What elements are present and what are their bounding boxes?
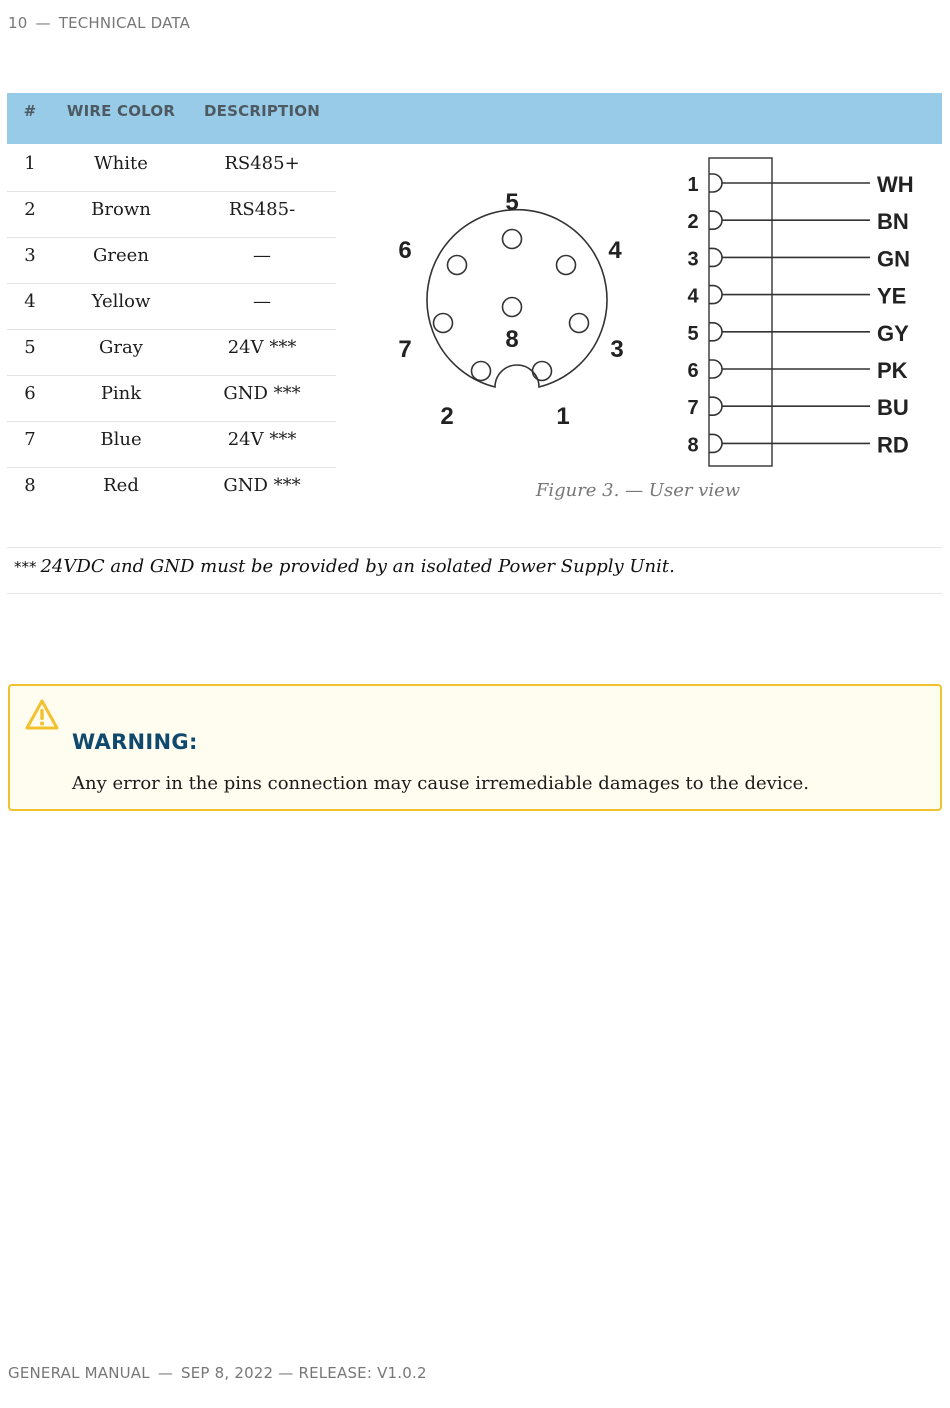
socket-contact <box>709 211 722 229</box>
cell-wire-color: Brown <box>91 199 151 220</box>
page-header <box>8 14 190 32</box>
cell-number: 8 <box>24 475 36 496</box>
cell-description: — <box>253 291 271 312</box>
wire-row <box>687 358 907 383</box>
wire-color-code: RD <box>877 432 909 458</box>
cell-wire-color: Gray <box>99 337 143 358</box>
column-header-number: # <box>23 102 37 120</box>
wire-row <box>687 395 908 420</box>
cell-description: — <box>253 245 271 266</box>
warning-text: Any error in the pins connection may cause irremediable damages to the device. <box>72 773 810 794</box>
connector-face <box>427 210 607 387</box>
wire-pin-number: 7 <box>687 397 699 420</box>
wire-row <box>687 432 908 457</box>
table-row <box>7 421 336 468</box>
wire-color-code: PK <box>877 358 908 383</box>
figure-caption: Figure 3. — User view <box>535 480 741 501</box>
footer-separator: — <box>157 1364 174 1382</box>
pin-hole-4 <box>557 256 576 275</box>
cell-description: 24V *** <box>227 429 297 450</box>
footnote-text-line <box>14 556 675 577</box>
pin-hole-5 <box>503 230 522 249</box>
table-row <box>7 375 336 422</box>
socket-contact <box>709 286 722 304</box>
pin-label-2: 2 <box>440 403 454 430</box>
pin-label-1: 1 <box>556 403 570 430</box>
pin-label-8: 8 <box>505 326 519 353</box>
wire-row <box>687 321 909 346</box>
cell-number: 4 <box>24 291 36 312</box>
pin-label-7: 7 <box>398 336 412 363</box>
wire-rows <box>687 172 913 457</box>
wire-color-code: GN <box>877 246 910 272</box>
cell-number: 5 <box>24 337 36 358</box>
table-row <box>7 145 336 192</box>
warning-triangle-icon <box>24 698 60 732</box>
wire-block <box>709 158 772 466</box>
table-row <box>7 237 336 284</box>
cell-number: 1 <box>24 153 36 174</box>
column-header-wire-color: WIRE COLOR <box>66 102 176 120</box>
wire-color-code: BU <box>877 395 909 421</box>
header-separator: — <box>35 14 51 32</box>
warning-title: WARNING: <box>72 730 198 754</box>
footnote <box>7 547 942 594</box>
wire-row <box>687 209 908 234</box>
cell-wire-color: Pink <box>100 383 142 404</box>
footer-manual-name: GENERAL MANUAL <box>8 1364 150 1382</box>
socket-contact <box>709 248 722 266</box>
wire-row <box>687 246 910 271</box>
table-row <box>7 467 336 513</box>
connector-pin-labels <box>398 189 623 430</box>
footnote-text: 24VDC and GND must be provided by an isolated Power Supply Unit. <box>40 556 675 577</box>
socket-contact <box>709 323 722 341</box>
page-footer <box>8 1364 427 1382</box>
wire-pin-number: 4 <box>687 285 699 308</box>
cell-description: GND *** <box>223 383 301 404</box>
pin-hole-3 <box>570 314 589 333</box>
warning-box <box>8 684 942 811</box>
pin-hole-2 <box>472 362 491 381</box>
cell-wire-color: Green <box>93 245 149 266</box>
cell-description: RS485- <box>228 199 296 220</box>
socket-contact <box>709 174 722 192</box>
wire-pin-number: 5 <box>687 322 699 345</box>
wire-color-code: BN <box>877 209 909 235</box>
cell-number: 7 <box>24 429 36 450</box>
wire-color-code: GY <box>877 320 909 346</box>
pin-label-6: 6 <box>398 237 412 264</box>
wire-pin-number: 3 <box>687 248 699 271</box>
socket-contact <box>709 397 722 415</box>
wire-pin-number: 1 <box>687 174 699 196</box>
wire-row <box>687 284 906 309</box>
wire-pin-number: 8 <box>687 434 699 457</box>
table-row <box>7 191 336 238</box>
pin-label-3: 3 <box>610 336 624 363</box>
pin-hole-6 <box>448 256 467 275</box>
cell-description: 24V *** <box>227 337 297 358</box>
section-title: TECHNICAL DATA <box>58 14 191 32</box>
pin-label-5: 5 <box>505 189 519 216</box>
table-row <box>7 329 336 376</box>
socket-contact <box>709 360 722 378</box>
pin-label-4: 4 <box>608 237 622 264</box>
pin-hole-7 <box>434 314 453 333</box>
pin-hole-1 <box>533 362 552 381</box>
table-row <box>7 283 336 330</box>
cell-number: 3 <box>24 245 36 266</box>
connector-diagram <box>380 150 950 475</box>
column-header-description: DESCRIPTION <box>204 102 320 120</box>
footer-date: SEP 8, 2022 <box>181 1364 274 1382</box>
page-number: 10 <box>8 14 28 32</box>
wire-pin-number: 6 <box>687 360 699 382</box>
cell-wire-color: Yellow <box>91 291 151 312</box>
footer-release: — RELEASE: V1.0.2 <box>278 1364 427 1382</box>
pin-hole-8 <box>503 298 522 317</box>
wire-row <box>687 172 913 197</box>
wire-pin-number: 2 <box>687 211 699 234</box>
cell-number: 6 <box>24 383 36 404</box>
cell-wire-color: Blue <box>100 429 142 450</box>
cell-number: 2 <box>24 199 36 220</box>
cell-description: RS485+ <box>224 153 300 174</box>
socket-contact <box>709 434 722 452</box>
cell-wire-color: White <box>94 153 148 174</box>
wire-color-code: WH <box>877 172 914 197</box>
cell-wire-color: Red <box>103 475 139 496</box>
cell-description: GND *** <box>223 475 301 496</box>
footnote-marker: *** <box>14 558 37 576</box>
wire-color-code: YE <box>877 283 907 309</box>
